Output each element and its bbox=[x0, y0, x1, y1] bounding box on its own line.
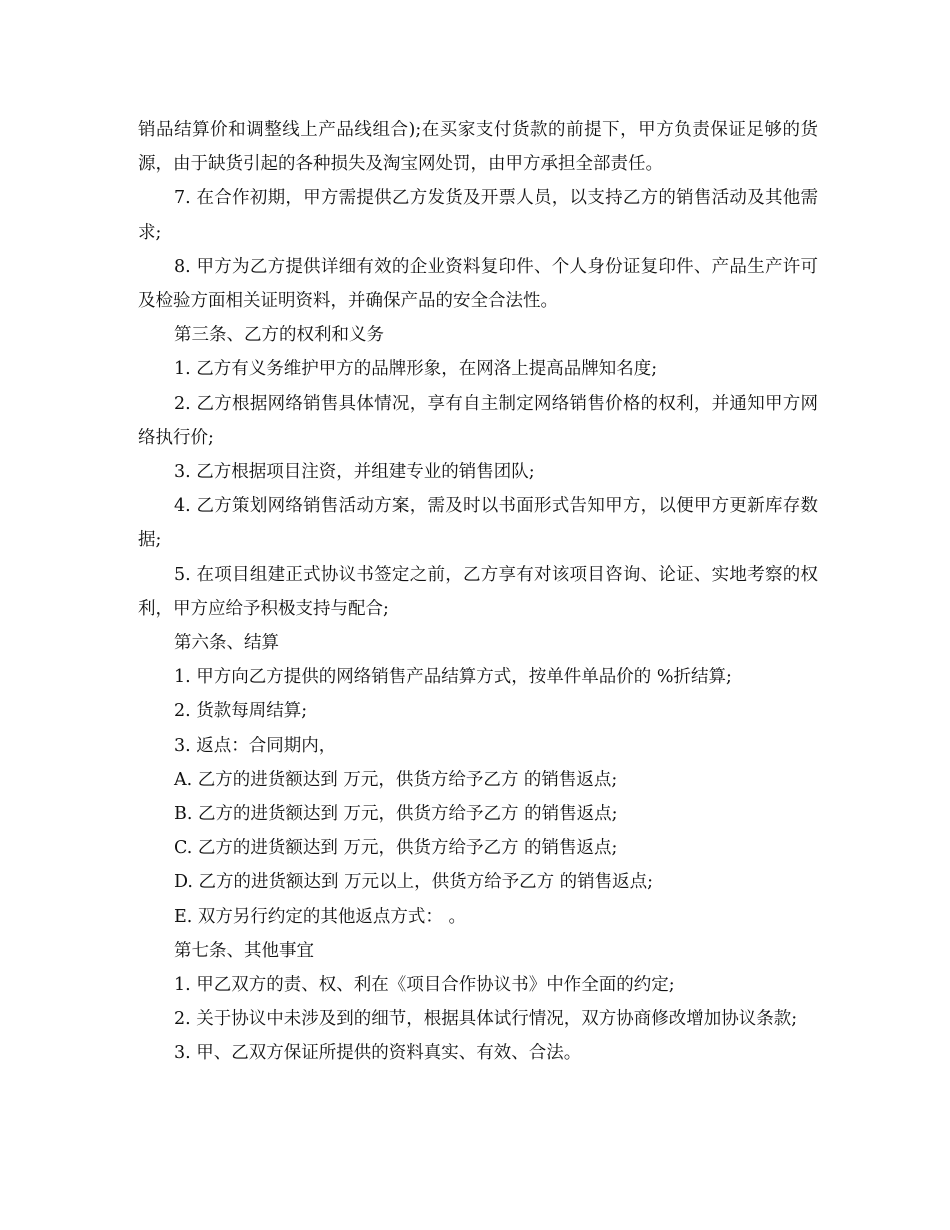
paragraph-article-7-item-1: 1. 甲乙双方的责、权、利在《项目合作协议书》中作全面的约定; bbox=[174, 975, 675, 996]
section-heading-article-3: 第三条、乙方的权利和义务 bbox=[174, 325, 384, 346]
paragraph-article-3-item-3: 3. 乙方根据项目注资，并组建专业的销售团队; bbox=[174, 462, 535, 483]
paragraph-article-7-item-3: 3. 甲、乙双方保证所提供的资料真实、有效、合法。 bbox=[174, 1043, 582, 1064]
paragraph-rebate-b: B. 乙方的进货额达到 万元，供货方给予乙方 的销售返点; bbox=[174, 804, 618, 825]
paragraph-article-3-item-1: 1. 乙方有义务维护甲方的品牌形象，在网洛上提高品牌知名度; bbox=[174, 359, 658, 380]
paragraph-rebate-a: A. 乙方的进货额达到 万元，供货方给予乙方 的销售返点; bbox=[174, 769, 618, 790]
paragraph-article-3-item-2: 2. 乙方根据网络销售具体情况，享有自主制定网络销售价格的权利，并通知甲方网络执行价; bbox=[138, 393, 818, 448]
section-heading-article-6: 第六条、结算 bbox=[174, 633, 279, 654]
paragraph-item-7: 7. 在合作初期，甲方需提供乙方发货及开票人员，以支持乙方的销售活动及其他需求; bbox=[138, 188, 818, 243]
paragraph-rebate-d: D. 乙方的进货额达到 万元以上，供货方给予乙方 的销售返点; bbox=[174, 872, 654, 893]
paragraph-rebate-e: E. 双方另行约定的其他返点方式： 。 bbox=[174, 906, 466, 927]
paragraph-article-7-item-2: 2. 关于协议中未涉及到的细节，根据具体试行情况，双方协商修改增加协议条款; bbox=[174, 1009, 798, 1030]
paragraph-rebate-c: C. 乙方的进货额达到 万元，供货方给予乙方 的销售返点; bbox=[174, 838, 618, 859]
paragraph-article-6-item-1: 1. 甲方向乙方提供的网络销售产品结算方式，按单件单品价的 %折结算; bbox=[174, 667, 732, 688]
paragraph-article-3-item-4: 4. 乙方策划网络销售活动方案，需及时以书面形式告知甲方，以便甲方更新库存数据; bbox=[138, 496, 818, 551]
section-heading-article-7: 第七条、其他事宜 bbox=[174, 940, 314, 961]
paragraph-item-8: 8. 甲方为乙方提供详细有效的企业资料复印件、个人身份证复印件、产品生产许可及检验方面相关证明资料，并确保产品的安全合法性。 bbox=[138, 256, 818, 312]
paragraph-continuation: 销品结算价和调整线上产品线组合);在买家支付货款的前提下，甲方负责保证足够的货源，由于缺货引起的各种损失及淘宝网处罚，由甲方承担全部责任。 bbox=[138, 120, 818, 175]
document-body bbox=[138, 113, 818, 1071]
paragraph-article-6-item-2: 2. 货款每周结算; bbox=[174, 701, 308, 722]
paragraph-article-3-item-5: 5. 在项目组建正式协议书签定之前，乙方享有对该项目咨询、论证、实地考察的权利，甲方应给予积极支持与配合; bbox=[138, 564, 818, 619]
paragraph-article-6-item-3: 3. 返点：合同期内， bbox=[174, 735, 337, 756]
